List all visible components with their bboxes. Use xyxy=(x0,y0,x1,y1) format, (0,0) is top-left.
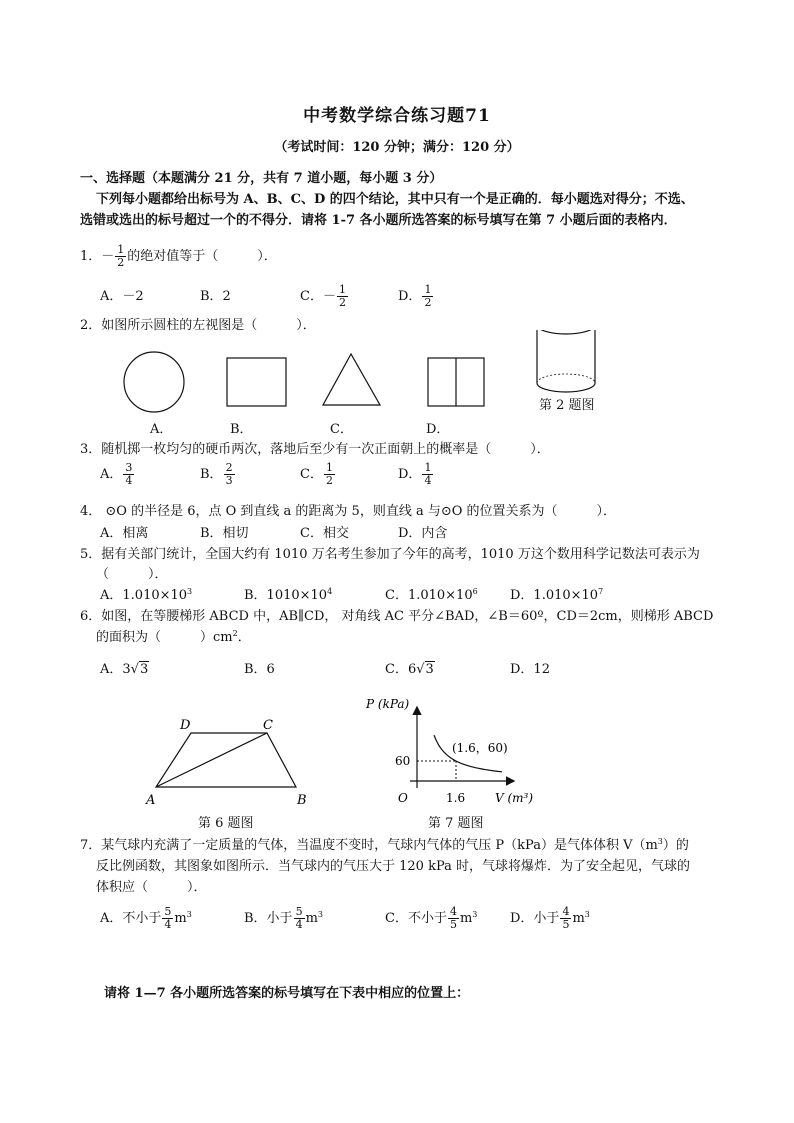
y-axis-label: P (kPa) xyxy=(366,697,410,711)
fraction: $\frac{5}{4}$ xyxy=(295,905,303,931)
triangle-shape xyxy=(323,354,380,405)
fraction: $\frac{4}{5}$ xyxy=(562,905,570,931)
fraction: $\frac{5}{4}$ xyxy=(164,905,172,931)
q1-option-d: D． $\frac{1}{2}$ xyxy=(398,283,432,309)
q3-option-b: B． $\frac{2}{3}$ xyxy=(200,461,233,487)
question-stem: 的绝对值等于（ ）． xyxy=(127,249,277,264)
q7-option-c: C．不小于 $\frac{4}{5}$ $m^3$ xyxy=(385,905,478,931)
question-3: 3．随机掷一枚均匀的硬币两次，落地后至少有一次正面朝上的概率是（ ）． xyxy=(80,442,550,457)
minus-sign: － xyxy=(101,249,115,264)
question-4: 4． ⊙O 的半径是 6，点 O 到直线 a 的距离为 5，则直线 a 与⊙O 的位置关系为（ ）． xyxy=(80,504,617,519)
y-tick-label: 60 xyxy=(395,754,411,768)
diagonal-ac xyxy=(156,733,267,787)
q2-figure-caption: 第 2 题图 xyxy=(539,398,595,413)
fraction: $\frac{4}{5}$ xyxy=(449,905,457,931)
figure-7-caption: 第 7 题图 xyxy=(428,816,484,831)
q7-option-b: B．小于 $\frac{5}{4}$ $m^3$ xyxy=(244,905,323,931)
fraction: $\frac{1}{4}$ xyxy=(424,461,432,487)
rectangle-shape xyxy=(227,358,286,406)
point-label: (1.6，60) xyxy=(452,741,508,755)
q2-option-d: D． xyxy=(426,422,450,437)
vertex-d-label: D xyxy=(180,718,191,733)
vertex-b-label: B xyxy=(297,793,307,808)
page-title: 中考数学综合练习题71 xyxy=(303,106,491,126)
q7-option-d: D．小于 $\frac{4}{5}$ $m^3$ xyxy=(510,905,590,931)
fraction: $\frac{2}{3}$ xyxy=(225,461,233,487)
fraction: $\frac{1}{2}$ xyxy=(424,283,432,309)
trapezoid-shape xyxy=(156,733,296,787)
q2-option-a: A． xyxy=(150,422,173,437)
question-7-line2: 反比例函数，其图象如图所示．当气球内的气压大于 120 kPa 时，气球将爆炸．为了安全起见，气球的 xyxy=(96,859,691,874)
q5-option-a: A．$1.010\times 10^3$ xyxy=(100,587,193,603)
question-6-line1: 6．如图，在等腰梯形 ABCD 中，AB∥CD， 对角线 AC 平分∠BAD，∠B＝60º，CD＝2cm，则梯形 ABCD xyxy=(80,609,714,624)
square-root: √3 xyxy=(130,662,149,677)
q3-option-a: A． $\frac{3}{4}$ xyxy=(100,461,133,487)
q4-option-b: B．相切 xyxy=(200,526,249,541)
q3-option-c: C． $\frac{1}{2}$ xyxy=(300,461,333,487)
q6-option-b: B．6 xyxy=(244,662,275,677)
question-7-line3: 体积应（ ）． xyxy=(96,880,207,895)
q6-option-a: A．3√3 xyxy=(100,662,149,677)
x-axis-label: V (m³) xyxy=(495,791,534,805)
q6-option-c: C．6√3 xyxy=(385,662,434,677)
section-instruction-line1: 下列每小题都给出标号为 A、B、C、D 的四个结论，其中只有一个是正确的．每小题选对得分；不选、 xyxy=(96,192,694,207)
figure-6-caption: 第 6 题图 xyxy=(198,816,254,831)
exam-info: （考试时间：120 分钟；满分：120 分） xyxy=(274,140,520,155)
question-5-line2: （ ）． xyxy=(96,567,168,582)
q4-option-d: D．内含 xyxy=(398,526,448,541)
cylinder-figure xyxy=(537,330,595,392)
q4-option-a: A．相离 xyxy=(100,526,149,541)
figure-7-graph xyxy=(360,690,540,815)
q6-option-d: D．12 xyxy=(510,662,550,677)
fraction: $\frac{1}{2}$ xyxy=(325,461,333,487)
q1-option-c: C．－ $\frac{1}{2}$ xyxy=(300,283,346,309)
q7-option-a: A．不小于 $\frac{5}{4}$ $m^3$ xyxy=(100,905,192,931)
q2-option-c: C． xyxy=(330,422,353,437)
question-6-line2: 的面积为（ ）$cm^2$． xyxy=(96,629,251,645)
q5-option-b: B．$1010\times 10^4$ xyxy=(244,587,333,603)
question-5-line1: 5．据有关部门统计，全国大约有 1010 万名考生参加了今年的高考，1010 万这个数用科学记数法可表示为 xyxy=(80,547,700,562)
question-number: 1． xyxy=(80,249,102,264)
q5-option-d: D．$1.010\times 10^7$ xyxy=(510,587,604,603)
square-root: √3 xyxy=(416,662,434,677)
section-heading: 一、选择题（本题满分 21 分，共有 7 道小题，每小题 3 分） xyxy=(80,171,443,186)
q1-option-b: B．2 xyxy=(200,289,231,304)
question-1 xyxy=(80,244,277,269)
origin-label: O xyxy=(398,791,408,805)
q2-option-b: B． xyxy=(230,422,253,437)
question-2: 2．如图所示圆柱的左视图是（ ）． xyxy=(80,318,316,333)
q5-option-c: C．$1.010\times 10^6$ xyxy=(385,587,478,603)
x-tick-label: 1.6 xyxy=(446,791,466,805)
fraction: $\frac{3}{4}$ xyxy=(125,461,133,487)
answer-table-instruction: 请将 1—7 各小题所选答案的标号填写在下表中相应的位置上： xyxy=(104,986,470,1001)
question-7-line1: 7．某气球内充满了一定质量的气体，当温度不变时，气球内气体的气压 P（kPa）是气体体积 $V(m^3)$的 xyxy=(80,837,689,853)
q4-option-c: C．相交 xyxy=(300,526,349,541)
q3-option-d: D． $\frac{1}{4}$ xyxy=(398,461,432,487)
vertex-c-label: C xyxy=(263,718,273,733)
section-instruction-line2: 选错或选出的标号超过一个的不得分．请将 1-7 各小题所选答案的标号填写在第 7 小题后面的表格内． xyxy=(80,213,677,228)
fraction: $\frac{1}{2}$ xyxy=(338,283,346,309)
fraction: $\frac{1}{2}$ xyxy=(117,243,125,269)
vertex-a-label: A xyxy=(146,793,156,808)
circle-shape xyxy=(124,352,184,412)
figure-6-trapezoid xyxy=(140,715,320,815)
q2-figures xyxy=(0,330,794,440)
q1-option-a: A．－2 xyxy=(100,289,144,304)
